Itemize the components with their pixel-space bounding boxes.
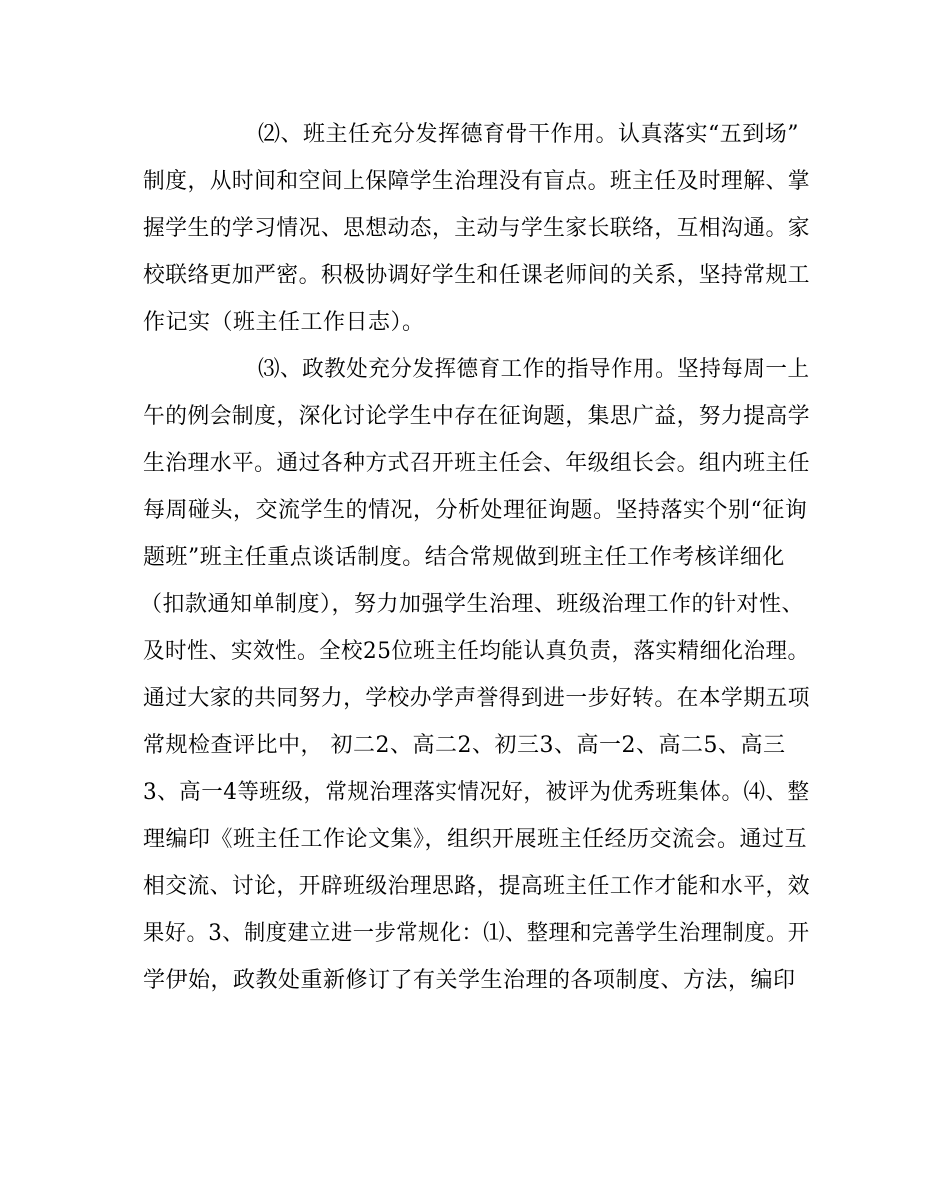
text-line: 题班”班主任重点谈话制度。结合常规做到班主任工作考核详细化 <box>143 545 785 570</box>
text-line: 3、高一4等班级，常规治理落实情况好，被评为优秀班集体。⑷、整 <box>143 780 810 805</box>
text-line: 握学生的学习情况、思想动态，主动与学生家长联络，互相沟通。家 <box>143 216 810 241</box>
text-line: 制度，从时间和空间上保障学生治理没有盲点。班主任及时理解、掌 <box>143 169 810 194</box>
text-line: 常规检查评比中， 初二2、高二2、初三3、高一2、高二5、高三 <box>143 733 786 758</box>
text-line: 果好。3、制度建立进一步常规化：⑴、整理和完善学生治理制度。开 <box>143 921 810 946</box>
text-line: 通过大家的共同努力，学校办学声誉得到进一步好转。在本学期五项 <box>143 686 810 711</box>
text-line: （扣款通知单制度），努力加强学生治理、班级治理工作的针对性、 <box>140 592 805 617</box>
text-line: 及时性、实效性。全校25位班主任均能认真负责，落实精细化治理。 <box>143 639 810 664</box>
text-line: 生治理水平。通过各种方式召开班主任会、年级组长会。组内班主任 <box>143 451 810 476</box>
text-line: 相交流、讨论，开辟班级治理思路，提高班主任工作才能和水平，效 <box>143 874 810 899</box>
text-line: 学伊始，政教处重新修订了有关学生治理的各项制度、方法，编印 <box>143 968 796 993</box>
text-line: 午的例会制度，深化讨论学生中存在征询题，集思广益，努力提高学 <box>143 404 810 429</box>
text-line: 理编印《班主任工作论文集》，组织开展班主任经历交流会。通过互 <box>143 827 808 852</box>
text-line: 作记实（班主任工作日志）。 <box>143 310 425 335</box>
text-line: 校联络更加严密。积极协调好学生和任课老师间的关系，坚持常规工 <box>143 263 810 288</box>
text-line: ⑵、班主任充分发挥德育骨干作用。认真落实“五到场” <box>258 122 799 147</box>
text-line: 每周碰头，交流学生的情况，分析处理征询题。坚持落实个别“征询 <box>143 498 808 523</box>
text-line: ⑶、政教处充分发挥德育工作的指导作用。坚持每周一上 <box>258 357 810 382</box>
